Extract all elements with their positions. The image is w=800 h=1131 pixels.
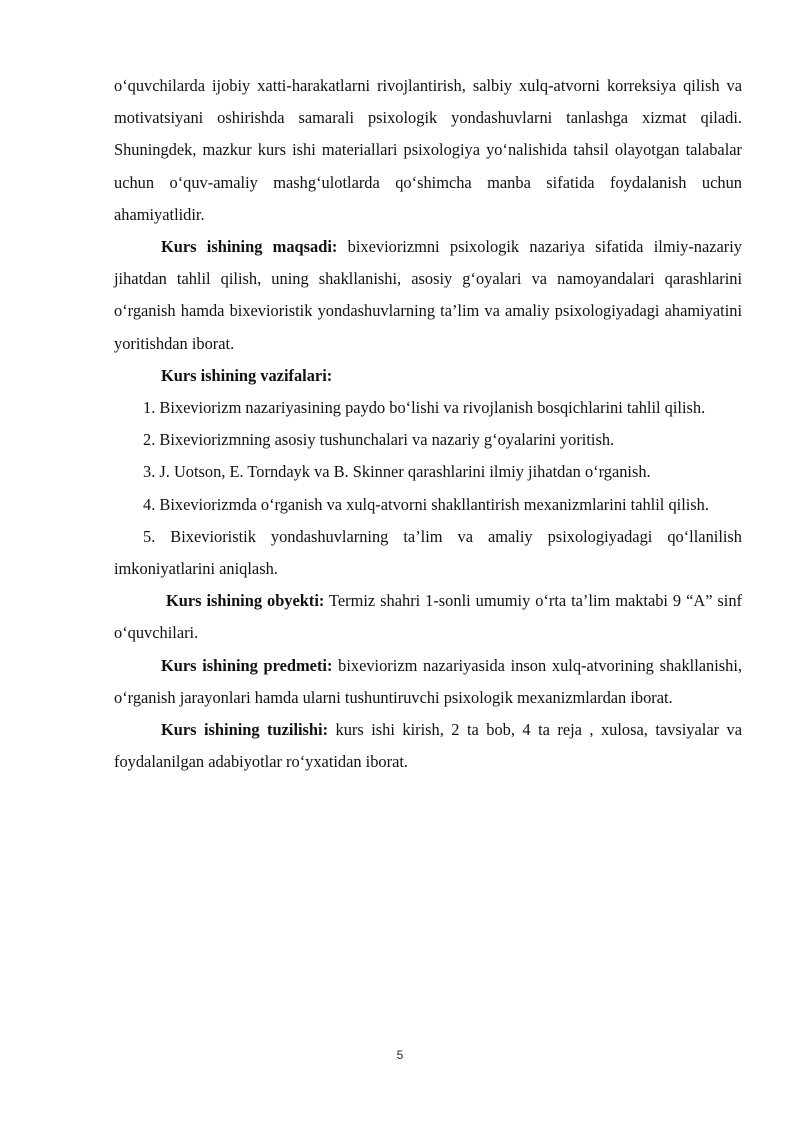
goal-paragraph — [114, 231, 742, 360]
object-label: Kurs ishining obyekti: — [166, 591, 325, 611]
structure-paragraph — [114, 714, 742, 778]
task-item: 1. Bixeviorizm nazariyasining paydo bo‘lishi va rivojlanish bosqichlarini tahlil qilish. — [143, 398, 706, 418]
structure-label: Kurs ishining tuzilishi: — [161, 720, 329, 740]
goal-label: Kurs ishining maqsadi: — [161, 237, 338, 257]
subject-label: Kurs ishining predmeti: — [161, 655, 333, 675]
object-text: Termiz shahri 1-sonli umumiy o‘rta ta’lim maktabi 9 “A” sinf o‘quvchilari. — [114, 591, 742, 643]
document-page — [114, 70, 742, 778]
tasks-heading — [114, 360, 742, 392]
object-paragraph — [114, 585, 742, 649]
subject-paragraph — [114, 650, 742, 714]
task-item: 3. J. Uotson, E. Torndayk va B. Skinner qarashlarini ilmiy jihatdan o‘rganish. — [143, 462, 651, 482]
task-item: 5. Bixevioristik yondashuvlarning ta’lim va amaliy psixologiyadagi qo‘llanilish imkoniyatlarini aniqlash. — [114, 526, 742, 579]
intro-paragraph: o‘quvchilarda ijobiy xatti-harakatlarni rivojlantirish, salbiy xulq-atvorni korreksiya qilish va motivatsiyani oshirishda samarali psixologik yondashuvlarni tanlashga xizmat qiladi. Shuningdek, mazkur kurs ishi materiallari psixologiya yo‘nalishida tahsil olayotgan talabalar uchun o‘quv-amaliy mashg‘ulotlarda qo‘shimcha manba sifatida foydalanish uchun ahamiyatlidir. — [114, 76, 742, 224]
task-item: 2. Bixeviorizmning asosiy tushunchalari va nazariy g‘oyalarini yoritish. — [143, 430, 615, 450]
page-number: 5 — [396, 1048, 404, 1062]
structure-text: kurs ishi kirish, 2 ta bob, 4 ta reja , xulosa, tavsiyalar va foydalanilgan adabiyotlar ro‘yxatidan iborat. — [114, 720, 742, 772]
task-item: 4. Bixeviorizmda o‘rganish va xulq-atvorni shakllantirish mexanizmlarini tahlil qilish. — [143, 494, 709, 514]
subject-text: bixeviorizm nazariyasida inson xulq-atvorining shakllanishi, o‘rganish jarayonlari hamda ularni tushuntiruvchi psixologik mexanizmlardan iborat. — [114, 655, 742, 707]
goal-text: bixeviorizmni psixologik nazariya sifatida ilmiy-nazariy jihatdan tahlil qilish, uning shakllanishi, asosiy g‘oyalari va namoyandalari qarashlarini o‘rganish hamda bixevioristik yondashuvlarning ta’lim va amaliy psixologiyadagi ahamiyatini yoritishdan iborat. — [114, 237, 743, 353]
tasks-label: Kurs ishining vazifalari: — [161, 365, 333, 385]
